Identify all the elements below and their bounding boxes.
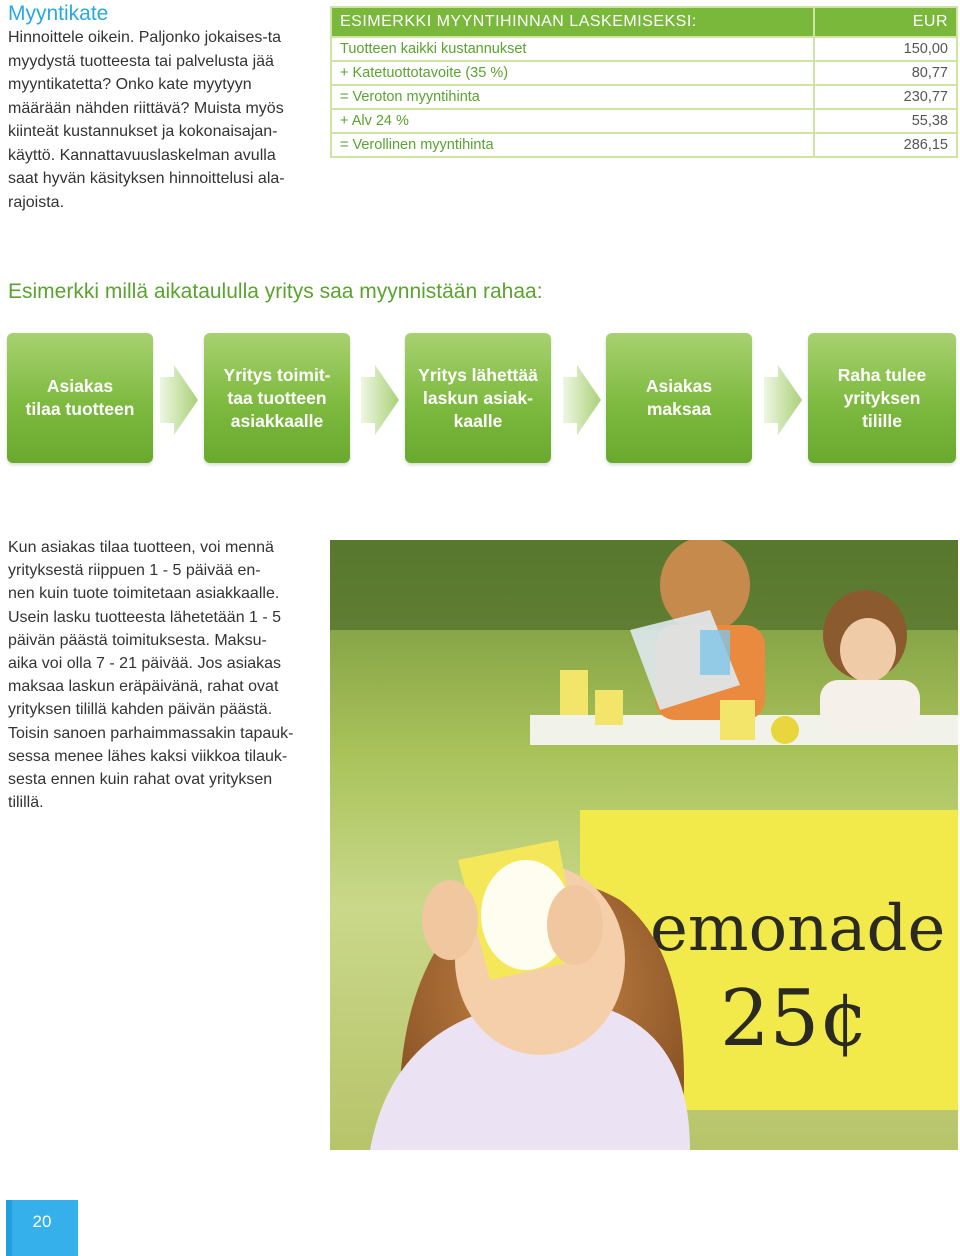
- page-number-tab: [6, 1200, 78, 1256]
- arrow-right-icon: [160, 365, 198, 435]
- sign-text-price: 25¢: [720, 974, 869, 1064]
- timeline-paragraph: Kun asiakas tilaa tuotteen, voi mennä yrityksestä riippuen 1 - 5 päivää en- nen kuin tuote toimitetaan asiakkaalle. Usein lasku tuotteesta lähetetään 1 - 5 päivän päästä toimituksesta. Maksu- aika voi olla 7 - 21 päivää. Jos asiakas maksaa laskun eräpäivänä, rahat ovat yrityksen tilillä kahden päivän päästä. Toisin sanoen parhaimmassakin tapauk- sessa menee lähes kaksi viikkoa tilauk- sesta ennen kuin rahat ovat yrityksen tilillä.: [8, 539, 294, 812]
- flow-step-money-in: Raha tulee yrityksen tilille: [808, 333, 956, 463]
- table-header-currency: EUR: [814, 7, 957, 37]
- row-label: = Verollinen myyntihinta: [331, 133, 814, 157]
- sign-text-lemonade: emonade: [650, 892, 946, 966]
- table-row: [331, 61, 957, 85]
- row-value: 80,77: [814, 61, 957, 85]
- arrow-right-icon: [764, 365, 802, 435]
- row-value: 150,00: [814, 37, 957, 61]
- row-value: 55,38: [814, 109, 957, 133]
- row-label: + Katetuottotavoite (35 %): [331, 61, 814, 85]
- table-row: [331, 133, 957, 157]
- row-label: Tuotteen kaikki kustannukset: [331, 37, 814, 61]
- row-value: 230,77: [814, 85, 957, 109]
- flow-step-deliver: Yritys toimit- taa tuotteen asiakkaalle: [204, 333, 350, 463]
- row-value: 286,15: [814, 133, 957, 157]
- flow-step-order: Asiakas tilaa tuotteen: [7, 333, 153, 463]
- flow-step-payment: Asiakas maksaa: [606, 333, 752, 463]
- flow-heading: Esimerkki millä aikataululla yritys saa myynnistään rahaa:: [8, 280, 543, 303]
- page-title: Myyntikate: [8, 2, 109, 25]
- flow-step-invoice: Yritys lähettää laskun asiak- kaalle: [405, 333, 551, 463]
- intro-paragraph: Hinnoittele oikein. Paljonko jokaises-ta myydystä tuotteesta tai palvelusta jää myyntikatetta? Onko kate myytyyn määrään nähden riittävä? Muista myös kiinteät kustannukset ja kokonaisajan-käyttö. Kannattavuuslaskelman avulla saat hyvän käsityksen hinnoittelusi ala-rajoista.: [8, 29, 285, 211]
- table-row: [331, 85, 957, 109]
- table-row: [331, 109, 957, 133]
- row-label: + Alv 24 %: [331, 109, 814, 133]
- arrow-right-icon: [563, 365, 601, 435]
- row-label: = Veroton myyntihinta: [331, 85, 814, 109]
- price-calculation-table: [330, 6, 958, 158]
- table-row: [331, 37, 957, 61]
- table-header-label: ESIMERKKI MYYNTIHINNAN LASKEMISEKSI:: [331, 7, 814, 37]
- lemonade-stand-photo: [330, 540, 958, 1150]
- arrow-right-icon: [361, 365, 399, 435]
- table-header-row: [331, 7, 957, 37]
- page-number: 20: [32, 1212, 52, 1231]
